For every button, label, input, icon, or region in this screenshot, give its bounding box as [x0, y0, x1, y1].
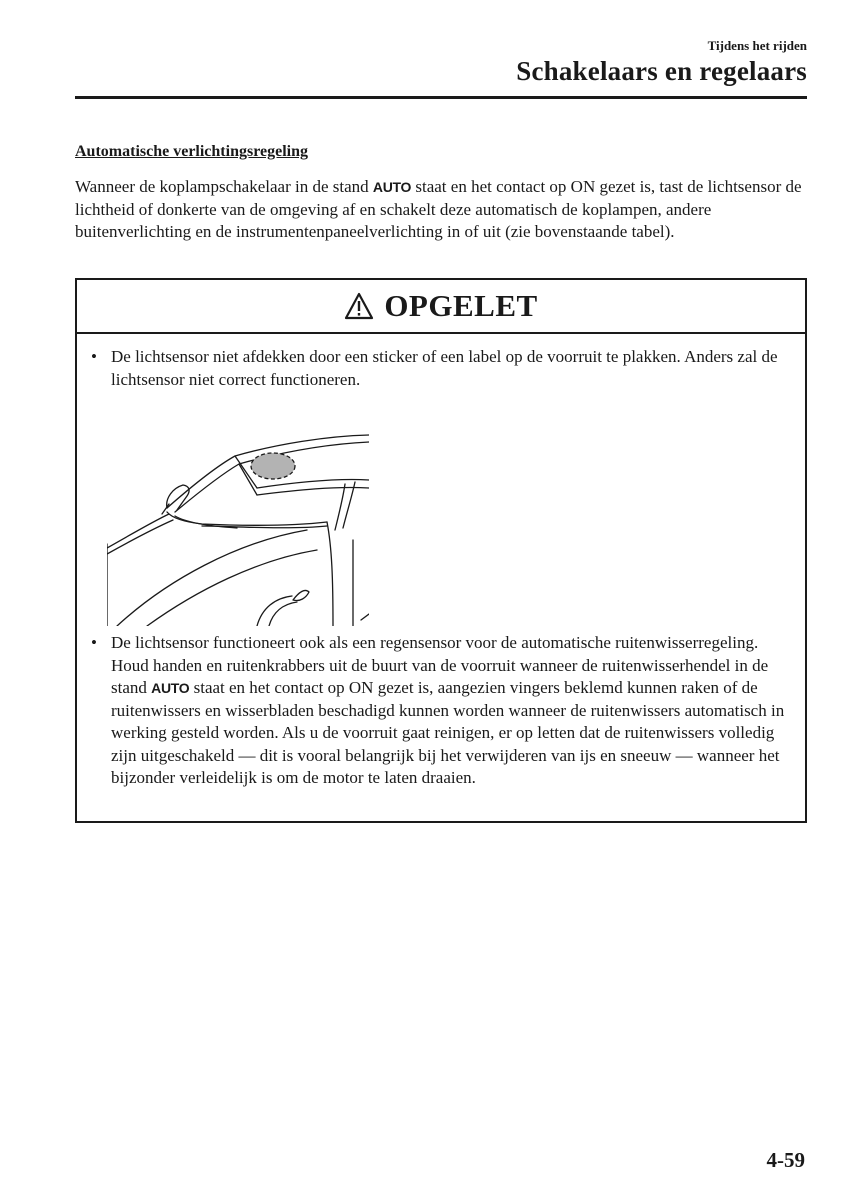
warning-triangle-icon: [344, 292, 374, 320]
chapter-title: Schakelaars en regelaars: [516, 56, 807, 86]
caution-item: [91, 346, 791, 391]
caution-item-text: [111, 632, 791, 790]
caution-item-text-start: De lichtsensor functioneert ook als een regensensor voor de automatische ruitenwisserregeling. Houd handen en ruitenkrabbers uit de buurt van de voorruit wanneer de ruitenwisserhendel in de stand: [111, 633, 769, 697]
caution-item: [91, 632, 791, 790]
intro-text-start: Wanneer de koplampschakelaar in de stand: [75, 177, 373, 196]
header-divider: [75, 96, 807, 99]
caution-item-text-end: staat en het contact op ON gezet is, aangezien vingers beklemd kunnen raken of de ruitenwissers en wisserbladen beschadigd kunnen worden wanneer de ruitenwissers automatisch in werking gesteld worden. Als u de voorruit gaat reinigen, er op letten dat de ruitenwissers volledig zijn uitgeschakeld — dit is vooral belangrijk bij het verwijderen van ijs en sneeuw — wanneer het bijzonder verleidelijk is om de motor te laten draaien.: [111, 678, 785, 787]
caution-box: [75, 278, 807, 823]
auto-mode-label: AUTO: [372, 179, 412, 195]
intro-paragraph: [75, 176, 810, 244]
section-title: Tijdens het rijden: [707, 38, 807, 53]
caution-item-text: De lichtsensor niet afdekken door een sticker of een label op de voorruit te plakken. Anders zal de lichtsensor niet correct functioneren.: [111, 347, 778, 389]
windshield-sensor-illustration: [107, 430, 369, 626]
page-number: 4-59: [766, 1148, 805, 1172]
caution-header: [77, 280, 805, 334]
bullet-marker: •: [91, 633, 97, 652]
auto-mode-label: AUTO: [151, 680, 190, 696]
bullet-marker: •: [91, 347, 97, 366]
subheading: Automatische verlichtingsregeling: [75, 143, 309, 160]
intro-text-end: staat en het contact op ON gezet is, tast de lichtsensor de lichtheid of donkerte van de omgeving af en schakelt deze automatisch de koplampen, andere buitenverlichting en de instrumentenpaneelverlichting in of uit (zie bovenstaande tabel).: [75, 177, 802, 241]
caution-title: OPGELET: [384, 288, 538, 323]
